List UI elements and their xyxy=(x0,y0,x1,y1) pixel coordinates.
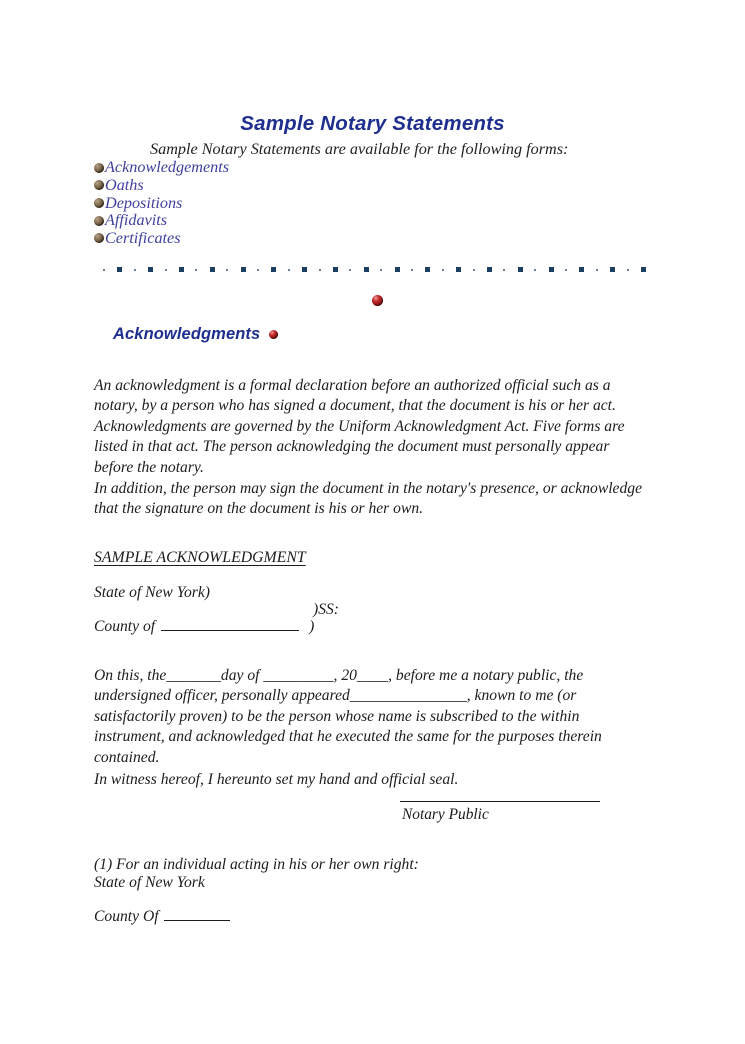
page-title: Sample Notary Statements xyxy=(240,111,505,135)
section-heading xyxy=(113,325,278,344)
list-item-label: Affidavits xyxy=(105,211,168,230)
sample-acknowledgment-heading: SAMPLE ACKNOWLEDGMENT xyxy=(94,549,306,566)
venue-state-line: State of New York) xyxy=(94,584,210,601)
bronze-sphere-bullet-icon xyxy=(94,216,104,226)
divider-dot xyxy=(349,269,351,271)
list-item xyxy=(94,194,229,211)
divider-dot xyxy=(627,269,629,271)
list-item-label: Depositions xyxy=(105,193,183,212)
divider-square xyxy=(487,267,492,272)
intro-line: Sample Notary Statements are available for the following forms: xyxy=(150,140,569,158)
divider-square xyxy=(518,267,523,272)
divider-square xyxy=(117,267,122,272)
divider-dot xyxy=(165,269,167,271)
divider-square xyxy=(333,267,338,272)
divider-square xyxy=(579,267,584,272)
list-item-label: Certificates xyxy=(105,229,181,248)
divider-square xyxy=(271,267,276,272)
individual-note-paragraph: (1) For an individual acting in his or her own right: xyxy=(94,855,419,873)
bronze-sphere-bullet-icon xyxy=(94,163,104,173)
divider-dot xyxy=(380,269,382,271)
county-blank-rule xyxy=(161,630,299,631)
divider-dot xyxy=(442,269,444,271)
bronze-sphere-bullet-icon xyxy=(94,233,104,243)
list-item-label: Oaths xyxy=(105,176,144,195)
divider-dot xyxy=(473,269,475,271)
divider-dot xyxy=(565,269,567,271)
forms-list xyxy=(94,159,229,247)
divider-square xyxy=(302,267,307,272)
bronze-sphere-bullet-icon xyxy=(94,198,104,208)
list-item xyxy=(94,159,229,176)
witness-paragraph: In witness hereof, I hereunto set my hand and official seal. xyxy=(94,770,459,788)
divider-square xyxy=(241,267,246,272)
divider-square xyxy=(395,267,400,272)
divider-square xyxy=(641,267,646,272)
venue-county-line xyxy=(94,618,314,636)
divider-dot xyxy=(134,269,136,271)
red-sphere-bullet-icon xyxy=(269,330,278,339)
dotted-divider xyxy=(104,264,656,276)
venue-county-label: County of xyxy=(94,618,156,635)
closing-state-line: State of New York xyxy=(94,874,205,891)
signature-label: Notary Public xyxy=(402,806,489,823)
divider-dot xyxy=(195,269,197,271)
divider-dot xyxy=(103,269,105,271)
acknowledgment-body-paragraph: On this, the_______day of _________, 20____, before me a notary public, the undersigned officer, personally appeared_______________, known to me (or satisfactorily proven) to be the person whose name is subscribed to the within instrument, and acknowledged that he executed the same for the purposes therein contained. xyxy=(94,666,602,766)
list-item xyxy=(94,177,229,194)
divider-dot xyxy=(319,269,321,271)
section-heading-label: Acknowledgments xyxy=(113,325,261,343)
divider-dot xyxy=(411,269,413,271)
divider-square xyxy=(456,267,461,272)
divider-square xyxy=(549,267,554,272)
divider-dot xyxy=(596,269,598,271)
bronze-sphere-bullet-icon xyxy=(94,180,104,190)
closing-county-line xyxy=(94,908,230,926)
closing-county-label: County Of xyxy=(94,908,159,925)
divider-dot xyxy=(503,269,505,271)
divider-square xyxy=(610,267,615,272)
venue-ss-marker: )SS: xyxy=(313,601,339,618)
acknowledgment-definition-paragraph: An acknowledgment is a formal declaration before an authorized official such as a notary, by a person who has signed a document, that the document is his or her act. Acknowledgments are governed by the Uniform Acknowledgment Act. Five forms are listed in that act. The person acknowledging the document must personally appear before the notary. xyxy=(94,376,625,476)
divider-square xyxy=(425,267,430,272)
signature-rule xyxy=(400,801,600,802)
divider-dot xyxy=(226,269,228,271)
red-sphere-separator-icon xyxy=(372,295,383,306)
list-item xyxy=(94,230,229,247)
venue-county-close-paren: ) xyxy=(309,618,315,635)
divider-square xyxy=(210,267,215,272)
closing-county-blank-rule xyxy=(164,920,230,921)
divider-square xyxy=(364,267,369,272)
divider-dot xyxy=(534,269,536,271)
list-item-label: Acknowledgements xyxy=(105,158,230,177)
divider-dot xyxy=(257,269,259,271)
acknowledgment-addition-paragraph: In addition, the person may sign the document in the notary's presence, or acknowledge that the signature on the document is his or her own. xyxy=(94,479,642,518)
list-item xyxy=(94,212,229,229)
divider-dot xyxy=(288,269,290,271)
divider-square xyxy=(179,267,184,272)
divider-square xyxy=(148,267,153,272)
